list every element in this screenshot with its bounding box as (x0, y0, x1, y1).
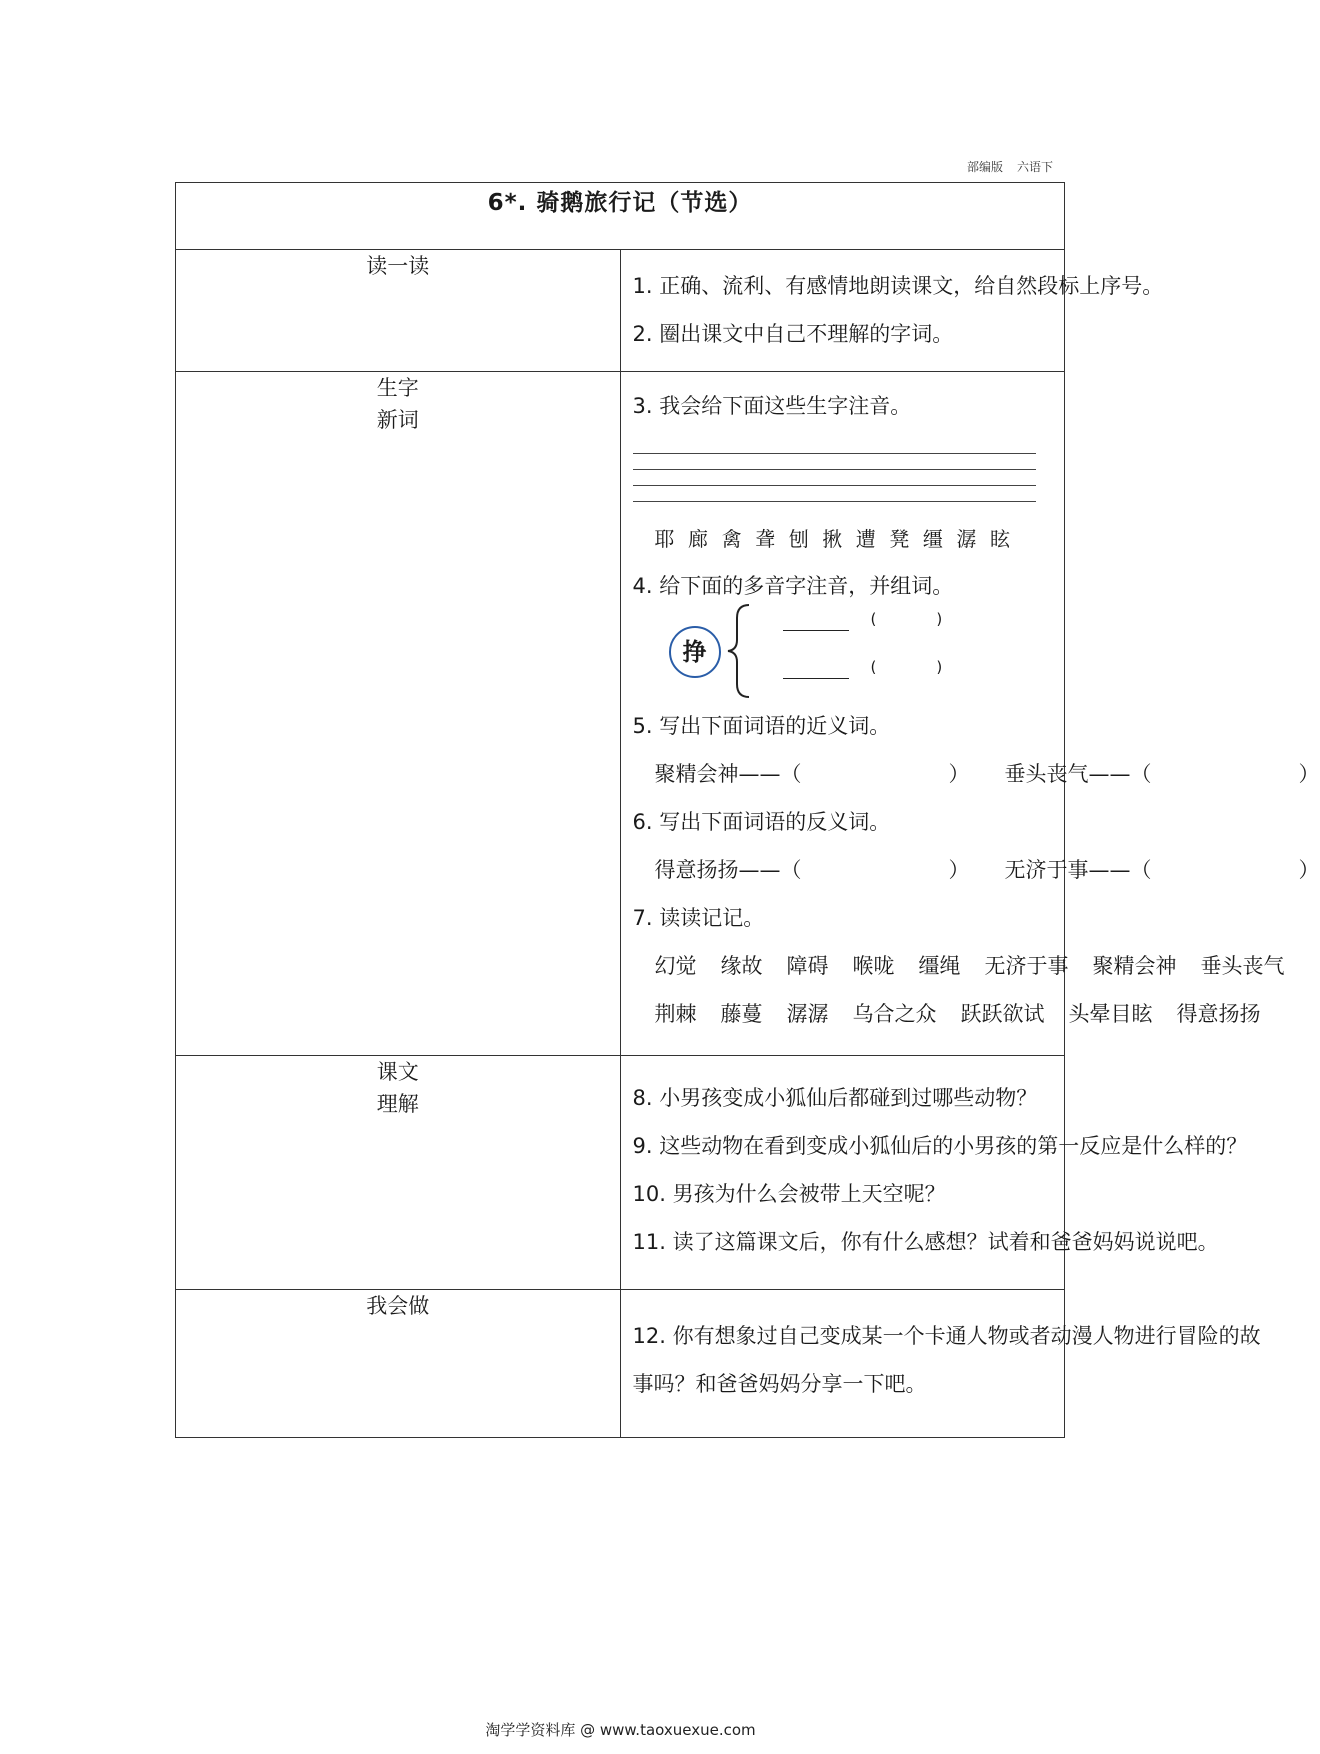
pinyin-blank-1[interactable] (783, 608, 849, 631)
lesson-title: 6*. 骑鹅旅行记（节选） (176, 183, 1065, 250)
section-read-content (620, 250, 1164, 372)
word: 缘故 (720, 954, 763, 978)
synonym-pair-1[interactable]: 聚精会神——（ ） (654, 762, 970, 786)
words-row-2 (633, 990, 1261, 1038)
char: 禽 (721, 527, 742, 551)
word-blank-2[interactable]: ( ) (870, 658, 943, 676)
word: 跃跃欲试 (960, 1002, 1045, 1026)
section-label-do: 我会做 (176, 1290, 621, 1438)
section-comprehension-content (620, 1056, 1248, 1290)
word: 无济于事 (984, 954, 1069, 978)
word: 头晕目眩 (1068, 1002, 1153, 1026)
edition-label: 部编版 (966, 160, 1003, 174)
word: 潺潺 (786, 1002, 829, 1026)
pinyin-writing-lines[interactable] (633, 438, 1037, 502)
word: 障碍 (786, 954, 829, 978)
comprehension-label-line1: 课文 (376, 1060, 419, 1084)
char: 聋 (755, 527, 776, 551)
comprehension-label-line2: 理解 (376, 1091, 419, 1116)
word: 喉咙 (852, 954, 895, 978)
pinyin-blank-2[interactable] (783, 656, 849, 679)
question-1: 1. 正确、流利、有感情地朗读课文，给自然段标上序号。 (632, 274, 1164, 298)
vocab-label-line2: 新词 (376, 407, 419, 432)
word: 荆棘 (654, 1002, 697, 1026)
vocab-label-line1: 生字 (376, 376, 419, 400)
question-8: 8. 小男孩变成小狐仙后都碰到过哪些动物？ (632, 1086, 1038, 1110)
edition-tag (967, 158, 1053, 175)
footer-watermark: 淘学学资料库 @ www.taoxuexue.com (485, 1721, 756, 1739)
char: 耶 (654, 527, 675, 551)
word: 幻觉 (654, 954, 697, 978)
section-do-content (620, 1290, 1261, 1438)
word: 缰绳 (918, 954, 961, 978)
polyphone-char: 挣 (669, 626, 721, 678)
question-2: 2. 圈出课文中自己不理解的字词。 (632, 322, 954, 346)
brace-icon (723, 602, 753, 700)
char: 缰 (922, 527, 943, 551)
char: 眩 (989, 527, 1010, 551)
section-label-vocab (176, 372, 621, 1056)
char: 刨 (788, 527, 809, 551)
new-characters-row (633, 502, 1055, 556)
synonym-pairs (633, 750, 1320, 798)
question-10: 10. 男孩为什么会被带上天空呢？ (632, 1182, 946, 1206)
question-5: 5. 写出下面词语的近义词。 (632, 714, 891, 738)
worksheet-table (175, 182, 1320, 1438)
char: 凳 (889, 527, 910, 551)
question-3: 3. 我会给下面这些生字注音。 (632, 394, 912, 418)
word: 得意扬扬 (1176, 1002, 1261, 1026)
word: 垂头丧气 (1200, 954, 1285, 978)
char: 潺 (956, 527, 977, 551)
polyphone-block (633, 608, 1055, 702)
grade-label: 六语下 (1016, 160, 1053, 174)
word-blank-1[interactable]: ( ) (870, 610, 943, 628)
question-6: 6. 写出下面词语的反义词。 (632, 810, 891, 834)
word: 聚精会神 (1092, 954, 1177, 978)
question-12-line2: 事吗？和爸爸妈妈分享一下吧。 (632, 1372, 927, 1396)
question-4: 4. 给下面的多音字注音，并组词。 (632, 574, 954, 598)
char: 廊 (688, 527, 709, 551)
antonym-pair-1[interactable]: 得意扬扬——（ ） (654, 858, 970, 882)
question-12-line1: 12. 你有想象过自己变成某一个卡通人物或者动漫人物进行冒险的故 (632, 1324, 1261, 1348)
question-7: 7. 读读记记。 (632, 906, 765, 930)
char: 遭 (855, 527, 876, 551)
question-11: 11. 读了这篇课文后，你有什么感想？试着和爸爸妈妈说说吧。 (632, 1230, 1219, 1254)
synonym-pair-2[interactable]: 垂头丧气——（ ） (1004, 762, 1320, 786)
section-vocab-content (620, 372, 1320, 1056)
words-row-1 (633, 942, 1285, 990)
antonym-pairs (633, 846, 1320, 894)
section-label-read: 读一读 (176, 250, 621, 372)
question-9: 9. 这些动物在看到变成小狐仙后的小男孩的第一反应是什么样的？ (632, 1134, 1248, 1158)
word: 藤蔓 (720, 1002, 763, 1026)
word: 乌合之众 (852, 1002, 937, 1026)
char: 揪 (822, 527, 843, 551)
antonym-pair-2[interactable]: 无济于事——（ ） (1004, 858, 1320, 882)
section-label-comprehension (176, 1056, 621, 1290)
